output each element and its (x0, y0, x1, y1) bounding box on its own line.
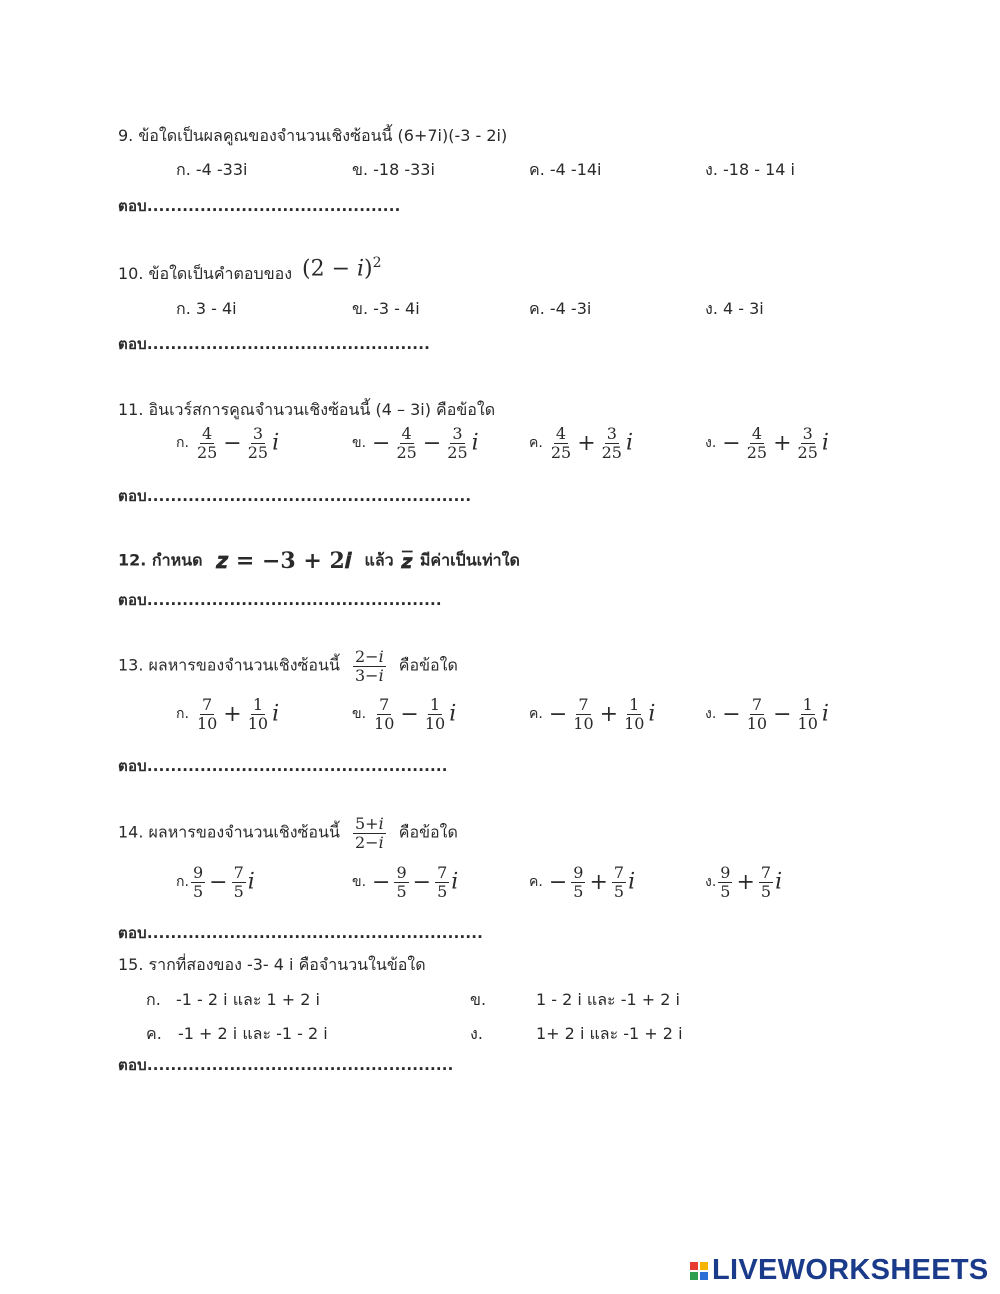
q11-option-d: ง. − $\frac{4}{25}$ + $\frac{3}{25}$ 𝑖 (705, 424, 829, 462)
logo-text: LIVEWORKSHEETS (712, 1254, 989, 1286)
q14-option-d: ง. $\frac{9}{5}$ + $\frac{7}{5}$ 𝑖 (705, 863, 783, 901)
q9-option-a: ก. -4 -33i (176, 160, 248, 179)
q10-answer-line[interactable]: ตอบ................................................ (118, 335, 430, 353)
question-14-text: 14. ผลหารของจำนวนเชิงซ้อนนี้ $\frac{\text{5+𝑖}}{\text{2−𝑖}}$ คือข้อใด (118, 814, 458, 852)
q14-answer-line[interactable]: ตอบ......................................................... (118, 924, 484, 942)
question-13-text: 13. ผลหารของจำนวนเชิงซ้อนนี้ $\frac{\text{2−𝑖}}{\text{3−𝑖}}$ คือข้อใด (118, 647, 458, 685)
q15-answer-line[interactable]: ตอบ.................................................... (118, 1056, 454, 1074)
q15-option-b-label: ข. (470, 990, 487, 1009)
q14-option-c: ค. − $\frac{9}{5}$ + $\frac{7}{5}$ 𝑖 (529, 863, 636, 901)
q15-option-d-label: ง. (470, 1024, 483, 1043)
q10-option-a: ก. 3 - 4i (176, 299, 237, 318)
q15-option-c-label: ค. (146, 1024, 162, 1043)
logo-block-2 (700, 1262, 708, 1270)
q9-option-c: ค. -4 -14i (529, 160, 602, 179)
question-11-text: 11. อินเวร์สการคูณจำนวนเชิงซ้อนนี้ (4 – 3i) คือข้อใด (118, 400, 496, 419)
q11-option-b: ข. − $\frac{4}{25}$ − $\frac{3}{25}$ 𝑖 (352, 424, 479, 462)
q13-answer-line[interactable]: ตอบ................................................... (118, 757, 448, 775)
q12-answer-line[interactable]: ตอบ.................................................. (118, 591, 442, 609)
q15-option-a: -1 - 2 i และ 1 + 2 i (176, 990, 320, 1009)
q10-option-d: ง. 4 - 3i (705, 299, 764, 318)
logo-block-1 (690, 1262, 698, 1270)
q10-option-c: ค. -4 -3i (529, 299, 592, 318)
liveworksheets-logo[interactable] (690, 1254, 989, 1287)
q11-answer-line[interactable]: ตอบ....................................................... (118, 487, 472, 505)
q11-option-c: ค. $\frac{4}{25}$ + $\frac{3}{25}$ 𝑖 (529, 424, 634, 462)
question-12-text: 12. กำหนด 𝒛 = −𝟑 + 𝟐𝒊 แล้ว 𝒛̅ มีค่าเป็นเท่าใด (118, 548, 520, 574)
q11-option-a: ก. $\frac{4}{25}$ − $\frac{3}{25}$ 𝑖 (176, 424, 280, 462)
q15-option-b: 1 - 2 i และ -1 + 2 i (536, 990, 680, 1009)
q15-option-c: -1 + 2 i และ -1 - 2 i (178, 1024, 328, 1043)
q10-option-b: ข. -3 - 4i (352, 299, 420, 318)
q9-option-d: ง. -18 - 14 i (705, 160, 795, 179)
q15-option-d: 1+ 2 i และ -1 + 2 i (536, 1024, 683, 1043)
q13-option-b: ข. $\frac{7}{10}$ − $\frac{1}{10}$ 𝑖 (352, 695, 457, 733)
question-15-text: 15. รากที่สองของ -3- 4 i คือจำนวนในข้อใด (118, 955, 426, 974)
q13-option-d: ง. − $\frac{7}{10}$ − $\frac{1}{10}$ 𝑖 (705, 695, 829, 733)
q9-option-b: ข. -18 -33i (352, 160, 435, 179)
q14-option-b: ข. − $\frac{9}{5}$ − $\frac{7}{5}$ 𝑖 (352, 863, 459, 901)
q14-option-a: ก. $\frac{9}{5}$ − $\frac{7}{5}$ 𝑖 (176, 863, 255, 901)
q9-answer-line[interactable]: ตอบ........................................... (118, 197, 401, 215)
question-10-text: 10. ข้อใดเป็นคำตอบของ (118, 264, 293, 283)
logo-block-4 (700, 1272, 708, 1280)
logo-blocks-icon (690, 1262, 708, 1280)
q13-option-a: ก. $\frac{7}{10}$ + $\frac{1}{10}$ 𝑖 (176, 695, 280, 733)
q10-expression: (2 − 𝑖)$^2$ (302, 255, 382, 282)
logo-block-3 (690, 1272, 698, 1280)
q13-option-c: ค. − $\frac{7}{10}$ + $\frac{1}{10}$ 𝑖 (529, 695, 656, 733)
q15-option-a-label: ก. (146, 990, 161, 1009)
question-9-text: 9. ข้อใดเป็นผลคูณของจำนวนเชิงซ้อนนี้ (6+7i)(-3 - 2i) (118, 126, 508, 145)
